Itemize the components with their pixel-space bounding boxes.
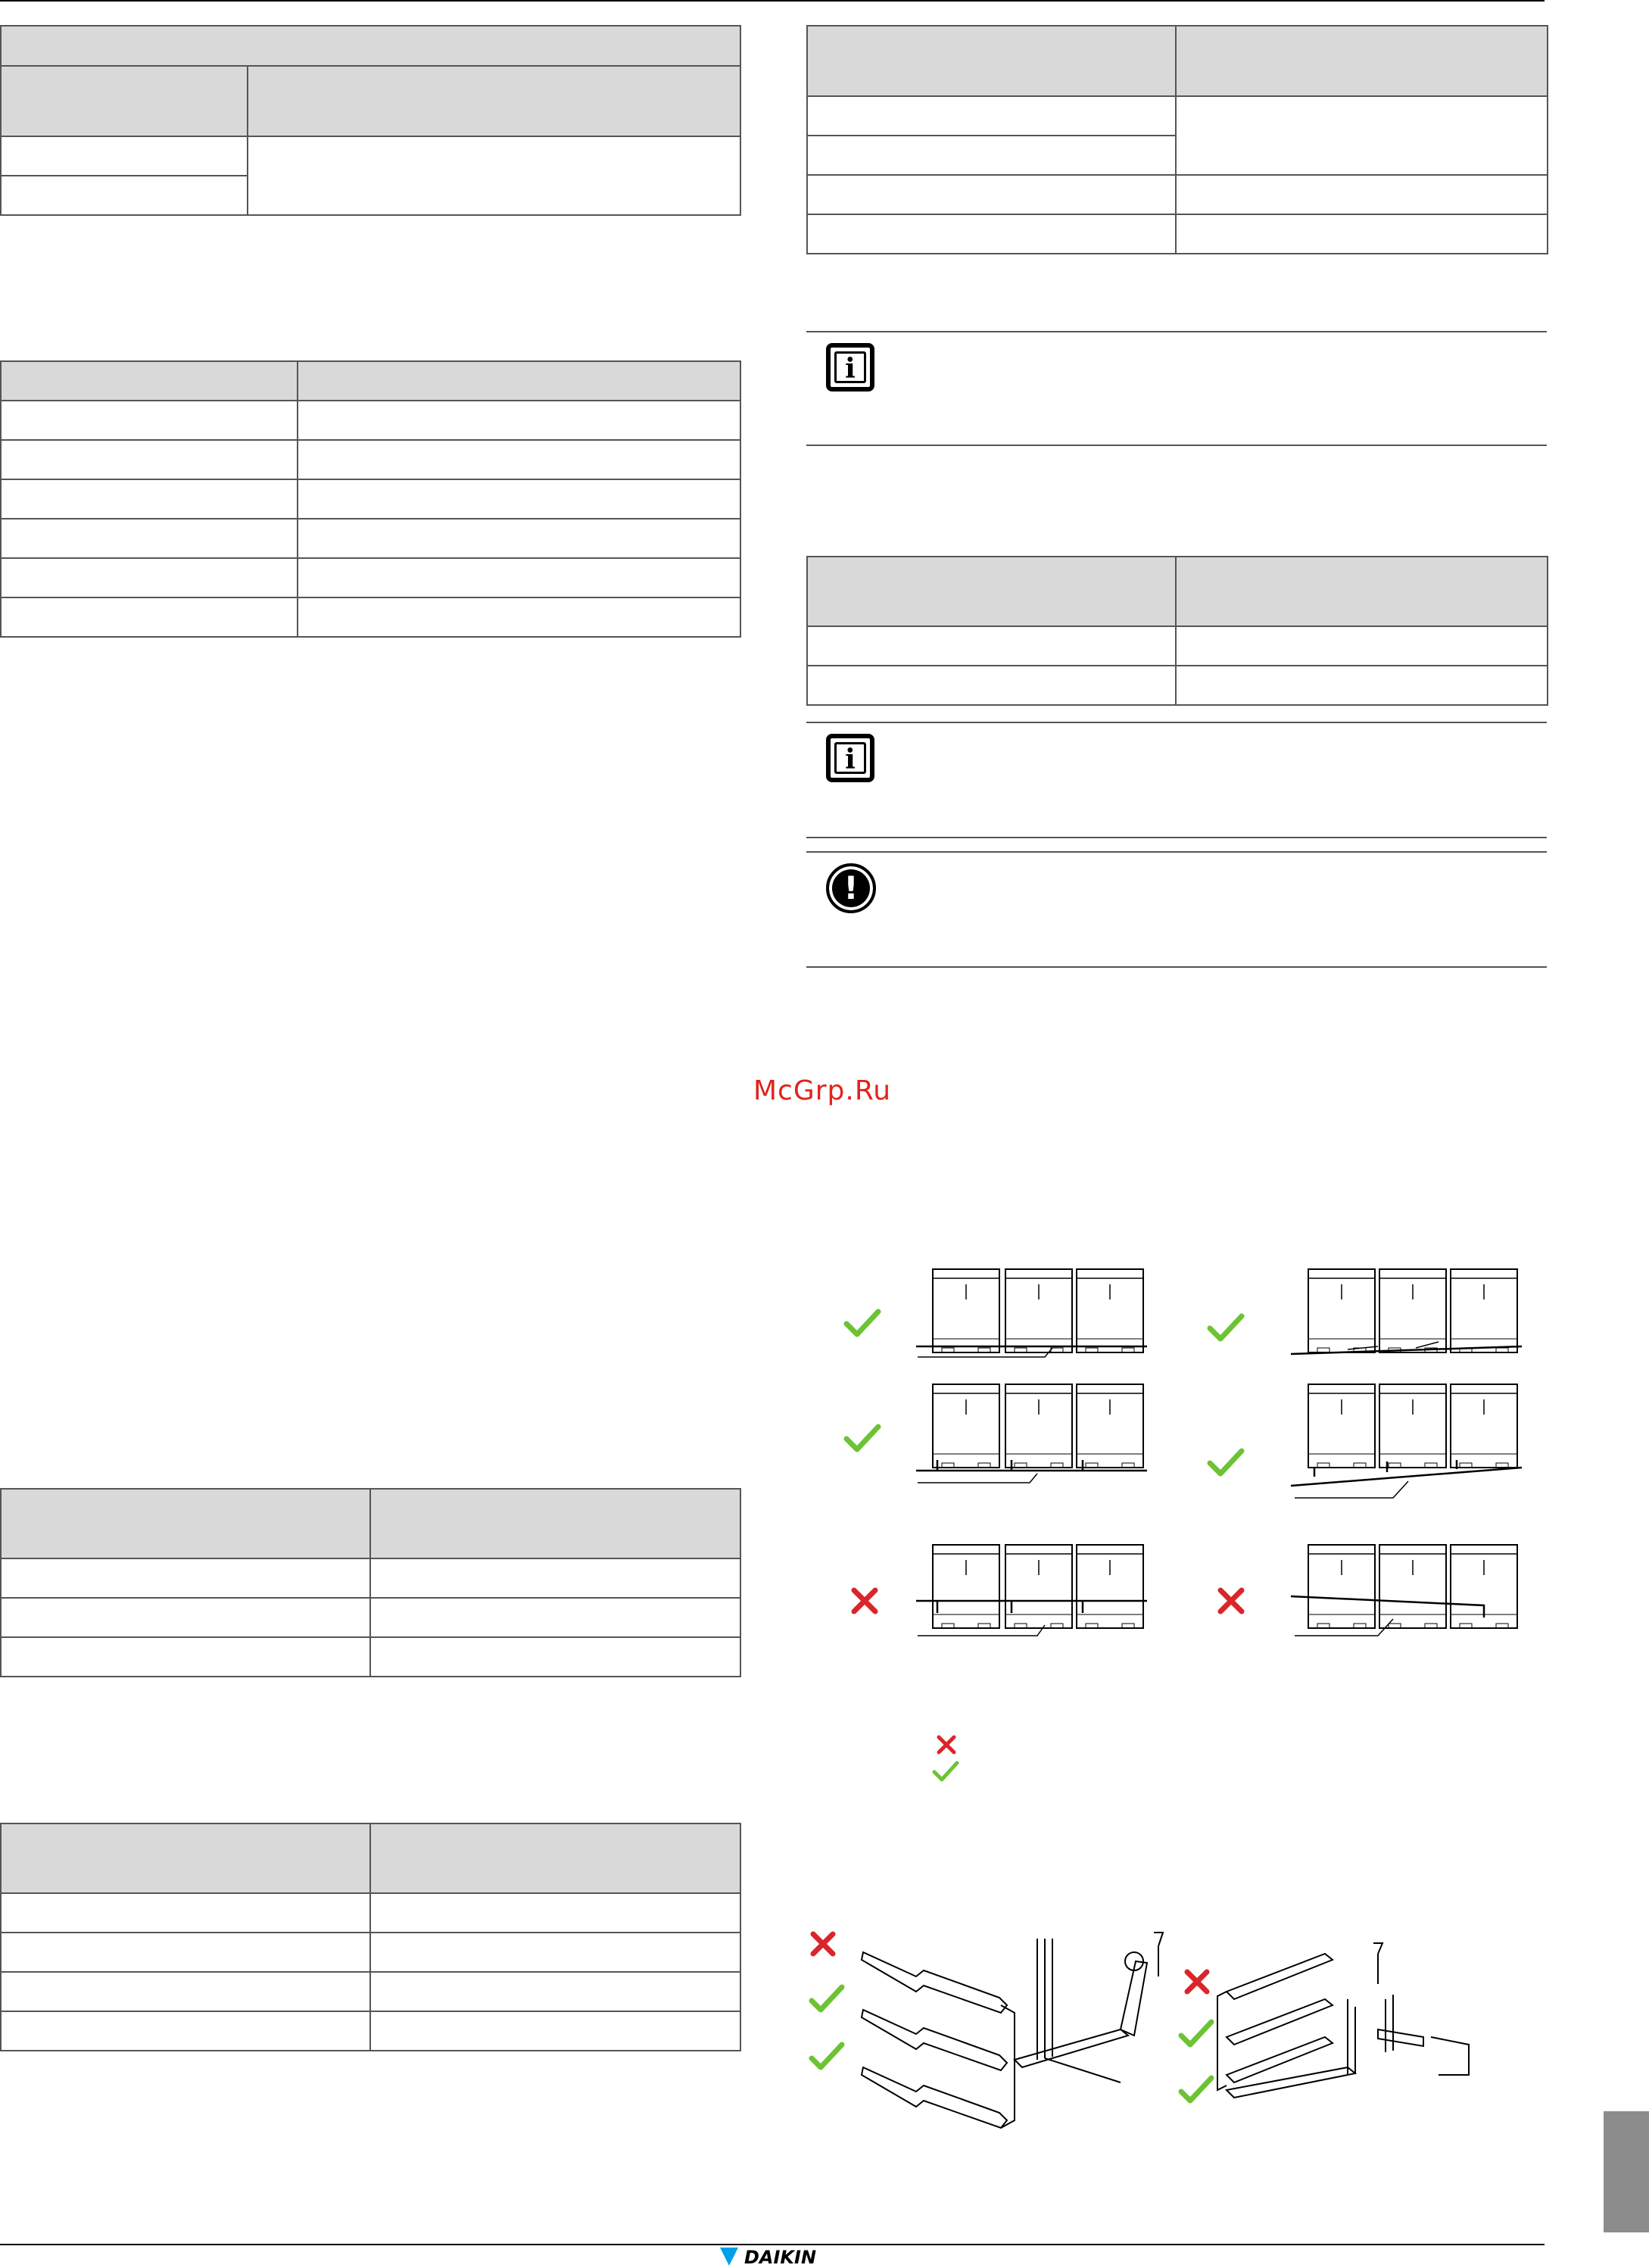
table-cell (370, 1933, 740, 1972)
table-right-2 (806, 556, 1548, 706)
table-right-1 (806, 25, 1548, 254)
table-cell (1, 1558, 370, 1598)
check-icon (812, 2045, 842, 2067)
table-header (807, 26, 1176, 96)
table-cell (1176, 214, 1548, 254)
table-cell (1, 519, 298, 558)
table-cell (370, 1637, 740, 1677)
info-note-2 (806, 722, 1547, 838)
table-cell (1, 1893, 370, 1933)
table-cell (1, 1972, 370, 2011)
table-header (807, 557, 1176, 626)
table-header (370, 1489, 740, 1558)
cross-icon (813, 1934, 833, 1954)
table-cell (1, 597, 298, 637)
check-icon (846, 1427, 878, 1449)
table-cell (807, 175, 1176, 214)
table-cell (1, 558, 298, 597)
table-header (1176, 557, 1548, 626)
table-cell (1176, 626, 1548, 666)
table-cell (1, 1598, 370, 1637)
table-cell (370, 1598, 740, 1637)
table-cell (1, 440, 298, 479)
watermark: McGrp.Ru (753, 1075, 892, 1106)
table-cell (1, 176, 248, 215)
table-cell (1, 401, 298, 440)
info-note-1 (806, 331, 1547, 446)
check-icon (812, 1987, 842, 2010)
table-cell (1, 479, 298, 519)
table-header (1, 1823, 370, 1893)
table-cell (370, 2011, 740, 2051)
cross-icon (1220, 1590, 1242, 1611)
table-header (370, 1823, 740, 1893)
table-header (1, 1489, 370, 1558)
check-icon (1210, 1316, 1242, 1339)
table-cell (1, 1637, 370, 1677)
svg-text:DAIKIN: DAIKIN (744, 2247, 817, 2267)
top-rule (0, 0, 1545, 2)
table-cell (298, 519, 740, 558)
table-cell (298, 440, 740, 479)
check-icon (1210, 1451, 1242, 1474)
information-icon: i (826, 343, 874, 392)
section-tab (1604, 2111, 1649, 2232)
table-header (1176, 26, 1548, 96)
table-cell (1176, 175, 1548, 214)
table-cell (1176, 96, 1548, 175)
legend-icons (930, 1734, 968, 1787)
caution-icon: ! (826, 863, 876, 913)
table-cell (1, 1933, 370, 1972)
check-icon (1181, 2022, 1211, 2045)
unit-arrangement-figure (833, 1257, 1545, 1651)
table-cell (298, 479, 740, 519)
table-cell (1, 2011, 370, 2051)
table-cell (1, 136, 248, 176)
table-cell (807, 136, 1176, 175)
cross-icon (1187, 1972, 1207, 1992)
pipe-orientation-figure (803, 1923, 1484, 2143)
check-icon (1181, 2078, 1211, 2101)
table-cell (298, 597, 740, 637)
bottom-rule (0, 2244, 1545, 2245)
cross-icon (854, 1590, 875, 1611)
table-left-2 (0, 360, 741, 638)
table-header (298, 361, 740, 401)
table-cell (370, 1893, 740, 1933)
daikin-logo (715, 2246, 837, 2267)
table-cell (807, 96, 1176, 136)
table-cell (370, 1972, 740, 2011)
table-left-3 (0, 1488, 741, 1677)
table-cell (370, 1558, 740, 1598)
table-header (1, 26, 740, 66)
information-icon: i (826, 734, 874, 782)
table-cell (807, 626, 1176, 666)
caution-note (806, 851, 1547, 968)
table-left-4 (0, 1823, 741, 2051)
table-cell (807, 214, 1176, 254)
check-icon (846, 1312, 878, 1334)
check-icon (934, 1763, 957, 1780)
table-cell (298, 401, 740, 440)
table-header (1, 361, 298, 401)
table-header (1, 66, 248, 136)
cross-icon (939, 1737, 954, 1752)
table-cell (1176, 666, 1548, 705)
table-cell (807, 666, 1176, 705)
table-cell (248, 136, 740, 215)
table-header (248, 66, 740, 136)
table-cell (298, 558, 740, 597)
table-left-1 (0, 25, 741, 216)
